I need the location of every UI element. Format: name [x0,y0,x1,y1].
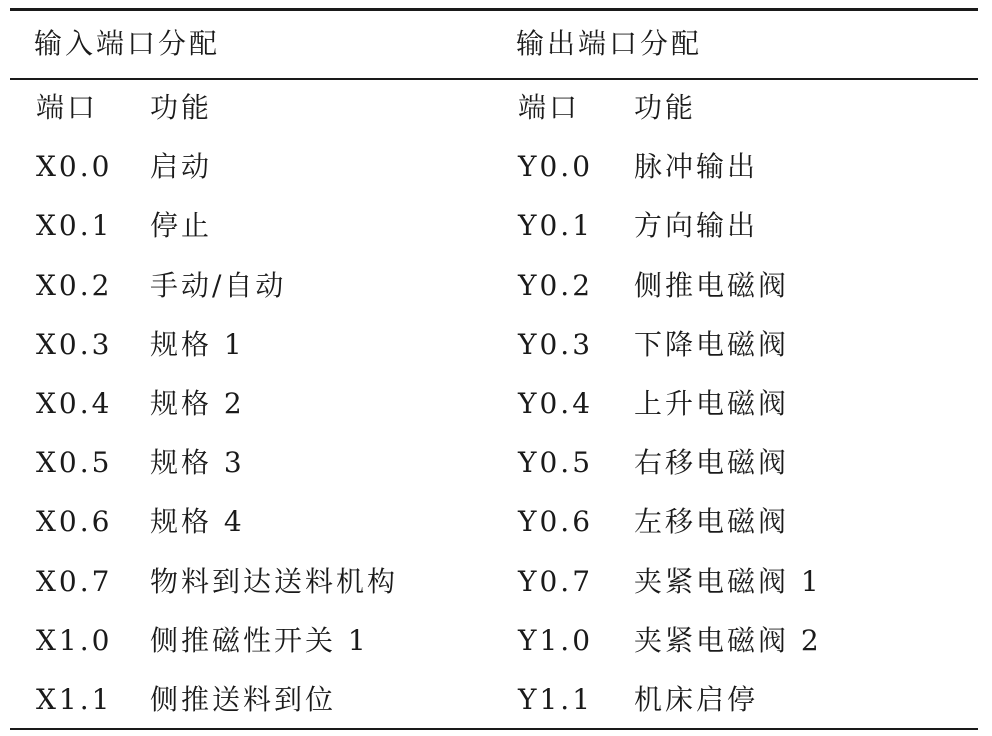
input-function-cell: 停止 [150,209,213,243]
output-port-column-header: 端口 [518,91,581,124]
input-function-cell: 规格 2 [150,386,245,420]
table-body [0,78,992,729]
input-port-cell: X0.4 [36,386,113,420]
output-port-cell: Y0.1 [518,209,594,243]
table-row [0,433,992,492]
input-port-cell: X0.0 [36,150,113,184]
output-function-cell: 左移电磁阀 [634,505,790,539]
output-function-cell: 下降电磁阀 [634,327,790,361]
input-port-cell: X0.2 [36,268,113,302]
output-port-cell: Y1.0 [518,623,594,657]
table-row [0,611,992,670]
input-port-cell: X1.0 [36,623,113,657]
input-port-column-header: 端口 [36,91,99,124]
input-function-cell: 侧推磁性开关 1 [150,623,369,657]
output-function-cell: 右移电磁阀 [634,446,790,480]
table-row [0,137,992,196]
input-function-cell: 规格 1 [150,327,245,361]
table-row [0,670,992,729]
output-function-cell: 侧推电磁阀 [634,268,790,302]
output-port-cell: Y0.7 [518,564,594,598]
input-function-cell: 规格 4 [150,505,245,539]
output-port-cell: Y0.3 [518,327,594,361]
table-row [0,492,992,551]
table-bottom-rule [10,728,978,730]
input-port-cell: X0.5 [36,446,113,480]
output-function-cell: 夹紧电磁阀 2 [634,623,822,657]
input-port-cell: X0.3 [36,327,113,361]
table-row [0,552,992,611]
table-row [0,196,992,255]
output-port-cell: Y0.4 [518,386,594,420]
column-header-row [0,78,992,137]
input-port-cell: X0.1 [36,209,113,243]
output-function-cell: 方向输出 [634,209,759,243]
input-port-cell: X0.6 [36,505,113,539]
table-row [0,315,992,374]
output-function-cell: 上升电磁阀 [634,386,790,420]
input-function-cell: 启动 [150,150,213,184]
input-function-cell: 物料到达送料机构 [150,564,399,598]
table-row [0,374,992,433]
output-port-cell: Y1.1 [518,682,594,716]
input-function-cell: 规格 3 [150,446,245,480]
input-port-cell: X0.7 [36,564,113,598]
output-function-cell: 脉冲输出 [634,150,759,184]
output-port-cell: Y0.5 [518,446,594,480]
input-function-cell: 侧推送料到位 [150,682,337,716]
input-function-column-header: 功能 [150,91,213,124]
input-function-cell: 手动/自动 [150,268,287,302]
output-function-column-header: 功能 [634,91,697,124]
output-port-cell: Y0.6 [518,505,594,539]
output-port-cell: Y0.2 [518,268,594,302]
output-port-cell: Y0.0 [518,150,594,184]
output-port-group-header: 输出端口分配 [516,27,703,60]
input-port-group-header: 输入端口分配 [34,27,221,60]
output-function-cell: 夹紧电磁阀 1 [634,564,822,598]
output-function-cell: 机床启停 [634,682,759,716]
table-top-rule [10,8,978,11]
table-row [0,256,992,315]
input-port-cell: X1.1 [36,682,113,716]
